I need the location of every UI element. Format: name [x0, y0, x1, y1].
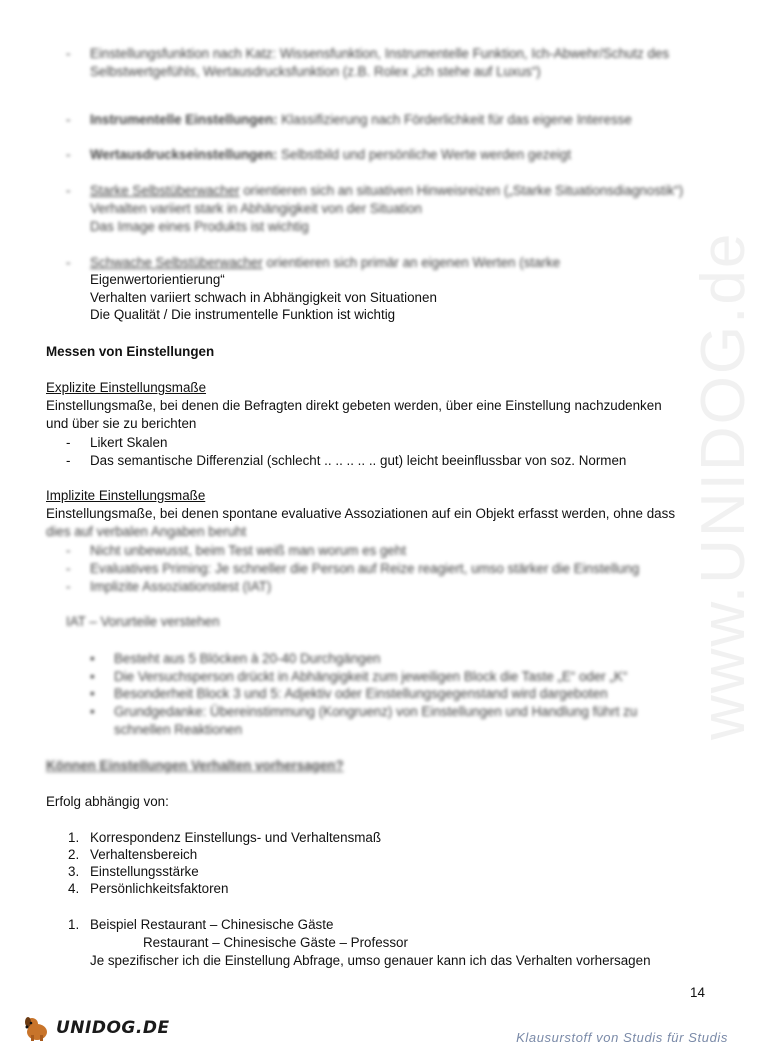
blurred-item [90, 147, 571, 162]
list-number: 1. [68, 917, 80, 932]
page-number: 14 [690, 985, 705, 1000]
blurred-text: Selbstwertgefühls, Wertausdrucksfunktion (z.B. Rolex „ich stehe auf Luxus“) [90, 64, 541, 79]
list-item: Persönlichkeitsfaktoren [90, 881, 229, 896]
list-number: 3. [68, 864, 80, 879]
blurred-text: orientieren sich an situativen Hinweisreizen („Starke Situationsdiagnostik“) [239, 183, 684, 198]
blurred-heading: Können Einstellungen Verhalten vorhersagen? [46, 758, 344, 773]
example-line: Je spezifischer ich die Einstellung Abfrage, umso genauer kann ich das Verhalten vorhersagen [90, 953, 651, 968]
dot-bullet: • [90, 704, 95, 719]
dash-bullet: - [66, 183, 71, 198]
list-number: 2. [68, 847, 80, 862]
dash-bullet: - [66, 46, 71, 61]
list-item: Das semantische Differenzial (schlecht .. .. .. .. .. gut) leicht beeinflussbar von soz. Normen [90, 453, 627, 468]
watermark: www.UNIDOG.de [689, 231, 758, 740]
dash-bullet: - [66, 147, 71, 162]
blurred-term: Schwache Selbstüberwacher [90, 255, 263, 270]
text-line: Die Qualität / Die instrumentelle Funktion ist wichtig [90, 307, 396, 322]
blurred-text: Verhalten variiert stark in Abhängigkeit von der Situation [90, 201, 422, 216]
list-number: 4. [68, 881, 80, 896]
blurred-text: Die Versuchsperson drückt in Abhängigkeit zum jeweiligen Block die Taste „E“ oder „K“ [114, 669, 628, 684]
dash-bullet: - [66, 579, 71, 594]
blurred-text: Nicht unbewusst, beim Test weiß man worum es geht [90, 543, 407, 558]
dash-bullet: - [66, 255, 71, 270]
text-line: Eigenwertorientierung“ [90, 272, 225, 287]
logo-text: UNIDOG.DE [56, 1018, 170, 1038]
blurred-text: Grundgedanke: Übereinstimmung (Kongruenz) von Einstellungen und Handlung führt zu [114, 704, 638, 719]
blurred-term: Wertausdruckseinstellungen: [90, 147, 278, 162]
blurred-item [90, 183, 683, 198]
blurred-term: Starke Selbstüberwacher [90, 183, 240, 198]
subheading: Explizite Einstellungsmaße [46, 380, 207, 395]
dash-bullet: - [66, 561, 71, 576]
blurred-text: Besonderheit Block 3 und 5: Adjektiv oder Einstellungsgegenstand wird dargeboten [114, 686, 608, 701]
paragraph-line: dies auf verbalen Angaben beruht [46, 524, 247, 539]
dash-bullet: - [66, 543, 71, 558]
text-line: Erfolg abhängig von: [46, 794, 169, 809]
paragraph-line: Einstellungsmaße, bei denen die Befragten direkt gebeten werden, über eine Einstellung nachzudenken [46, 398, 662, 413]
dash-bullet: - [66, 112, 71, 127]
dash-bullet: - [66, 435, 71, 450]
blurred-text: Das Image eines Produkts ist wichtig [90, 219, 309, 234]
section-heading: Messen von Einstellungen [46, 344, 215, 359]
blurred-text: Einstellungsfunktion nach Katz: Wissensfunktion, Instrumentelle Funktion, Ich-Abwehr/Schutz des [90, 46, 670, 61]
unidog-logo[interactable] [22, 1013, 170, 1043]
list-item: Einstellungsstärke [90, 864, 199, 879]
example-line: Restaurant – Chinesische Gäste – Professor [143, 935, 408, 950]
blurred-text: Besteht aus 5 Blöcken à 20-40 Durchgängen [114, 651, 381, 666]
footer-tagline: Klausurstoff von Studis für Studis [516, 1030, 728, 1045]
dot-bullet: • [90, 651, 95, 666]
example-line: Beispiel Restaurant – Chinesische Gäste [90, 917, 334, 932]
blurred-term: Instrumentelle Einstellungen: [90, 112, 278, 127]
paragraph-line: und über sie zu berichten [46, 416, 197, 431]
blurred-text: schnellen Reaktionen [114, 722, 243, 737]
dash-bullet: - [66, 453, 71, 468]
text-line: Verhalten variiert schwach in Abhängigkeit von Situationen [90, 290, 437, 305]
dot-bullet: • [90, 686, 95, 701]
list-item: Verhaltensbereich [90, 847, 198, 862]
subheading: Implizite Einstellungsmaße [46, 488, 206, 503]
blurred-text: orientieren sich primär an eigenen Werten (starke [262, 255, 561, 270]
blurred-item [90, 255, 560, 270]
list-number: 1. [68, 830, 80, 845]
blurred-text: Evaluatives Priming: Je schneller die Person auf Reize reagiert, umso stärker die Einstellung [90, 561, 640, 576]
list-item: Korrespondenz Einstellungs- und Verhaltensmaß [90, 830, 382, 845]
list-item: Likert Skalen [90, 435, 168, 450]
dot-bullet: • [90, 669, 95, 684]
blurred-text: IAT – Vorurteile verstehen [66, 614, 220, 629]
blurred-text: Implizite Assoziationstest (IAT) [90, 579, 272, 594]
dog-icon [22, 1013, 52, 1043]
blurred-item [90, 112, 632, 127]
blurred-text: Selbstbild und persönliche Werte werden gezeigt [277, 147, 572, 162]
blurred-text: Klassifizierung nach Förderlichkeit für das eigene Interesse [277, 112, 632, 127]
paragraph-line: Einstellungsmaße, bei denen spontane evaluative Assoziationen auf ein Objekt erfasst werden, ohne dass [46, 506, 676, 521]
